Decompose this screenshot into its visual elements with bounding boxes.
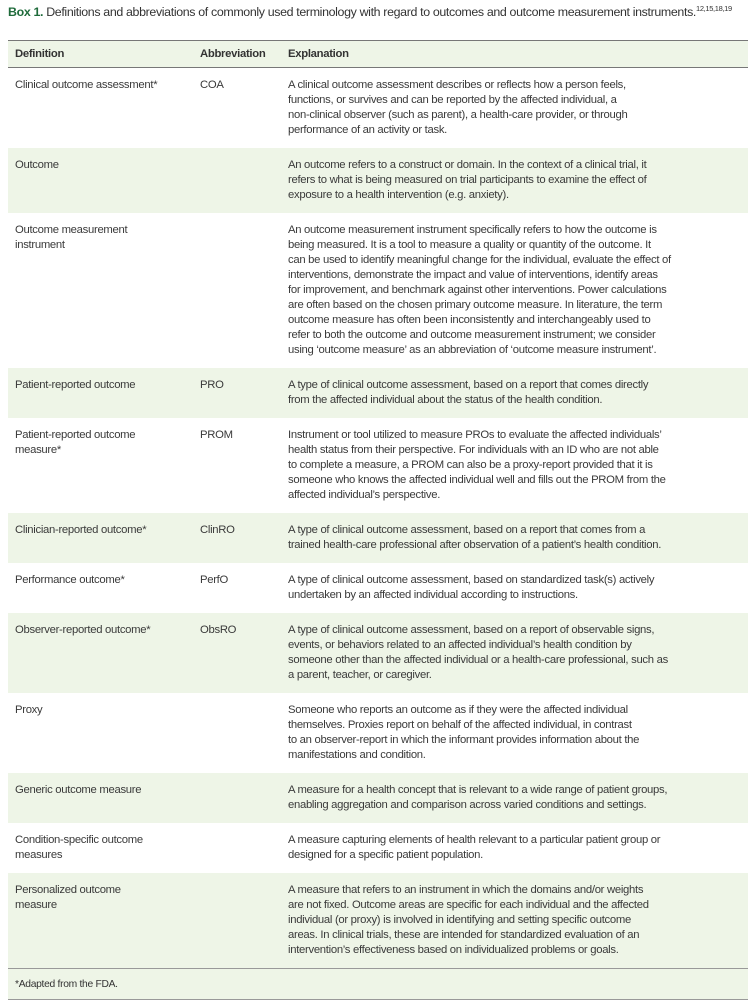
definition-cell — [8, 613, 200, 693]
definition-cell — [8, 418, 200, 513]
explanation-cell-line: themselves. Proxies report on behalf of the affected individual, in contrast — [288, 719, 632, 731]
explanation-cell — [288, 368, 748, 418]
table-row — [8, 693, 748, 773]
table-row — [8, 213, 748, 368]
explanation-cell — [288, 563, 748, 613]
explanation-cell-line: a parent, teacher, or caregiver. — [288, 669, 432, 681]
definition-cell-line: measure — [15, 899, 57, 911]
abbreviation-cell — [200, 148, 288, 213]
definition-cell-line: Performance outcome* — [15, 574, 125, 586]
definition-cell-line: instrument — [15, 239, 65, 251]
header-explanation: Explanation — [288, 47, 349, 60]
table-row — [8, 148, 748, 213]
table-row — [8, 563, 748, 613]
definition-cell-line: Proxy — [15, 704, 43, 716]
table-row — [8, 613, 748, 693]
definition-cell-line: Patient-reported outcome — [15, 429, 136, 441]
box-label: Box 1. — [8, 5, 44, 19]
abbreviation-cell: ObsRO — [200, 624, 237, 636]
definition-cell — [8, 773, 200, 823]
definition-cell-line: measure* — [15, 444, 61, 456]
explanation-cell-line: A measure that refers to an instrument in which the domains and/or weights — [288, 884, 644, 896]
definition-cell — [8, 873, 200, 969]
definition-cell — [8, 513, 200, 563]
table-row — [8, 368, 748, 418]
explanation-cell-line: individual (or proxy) is involved in identifying and setting specific outcome — [288, 914, 631, 926]
definition-cell-line: Outcome measurement — [15, 224, 128, 236]
explanation-cell — [288, 513, 748, 563]
definition-cell — [8, 563, 200, 613]
abbreviation-cell: PROM — [200, 429, 233, 441]
explanation-cell-line: to complete a measure, a PROM can also be a proxy-report provided that it is — [288, 459, 653, 471]
explanation-cell — [288, 873, 748, 969]
abbreviation-cell: ClinRO — [200, 524, 235, 536]
explanation-cell-line: Instrument or tool utilized to measure PROs to evaluate the affected individuals’ — [288, 429, 662, 441]
explanation-cell-line: someone other than the affected individual or a health-care professional, such as — [288, 654, 668, 666]
explanation-cell-line: non-clinical observer (such as parent), a health-care provider, or through — [288, 109, 628, 121]
abbreviation-cell — [200, 823, 288, 873]
definition-cell — [8, 213, 200, 368]
explanation-cell — [288, 213, 748, 368]
terminology-table — [8, 40, 748, 1000]
definition-cell-line: measures — [15, 849, 63, 861]
explanation-cell — [288, 823, 748, 873]
table-row — [8, 68, 748, 149]
explanation-cell-line: An outcome measurement instrument specifically refers to how the outcome is — [288, 224, 657, 236]
explanation-cell-line: A measure for a health concept that is relevant to a wide range of patient groups, — [288, 784, 668, 796]
explanation-cell-line: outcome measure has often been inconsistently and interchangeably used to — [288, 314, 651, 326]
table-header-row — [8, 41, 748, 68]
explanation-cell-line: affected individual’s perspective. — [288, 489, 441, 501]
explanation-cell-line: from the affected individual about the status of the health condition. — [288, 394, 603, 406]
explanation-cell-line: functions, or survives and can be reported by the affected individual, a — [288, 94, 617, 106]
table-row — [8, 823, 748, 873]
abbreviation-cell: PerfO — [200, 574, 229, 586]
explanation-cell-line: areas. In clinical trials, these are intended for standardized evaluation of an — [288, 929, 640, 941]
explanation-cell-line: A type of clinical outcome assessment, based on standardized task(s) actively — [288, 574, 655, 586]
abbreviation-cell — [200, 693, 288, 773]
definition-cell — [8, 148, 200, 213]
definition-cell-line: Condition-specific outcome — [15, 834, 143, 846]
box-caption — [8, 5, 748, 20]
explanation-cell-line: to an observer-report in which the informant provides information about the — [288, 734, 640, 746]
table-row — [8, 773, 748, 823]
explanation-cell-line: trained health-care professional after observation of a patient’s health condition. — [288, 539, 662, 551]
explanation-cell-line: refer to both the outcome and outcome measurement instrument; we consider — [288, 329, 656, 341]
abbreviation-cell: PRO — [200, 379, 224, 391]
explanation-cell-line: interventions, demonstrate the impact and value of interventions, identify areas — [288, 269, 658, 281]
header-abbreviation: Abbreviation — [200, 47, 266, 60]
explanation-cell-line: A type of clinical outcome assessment, based on a report of observable signs, — [288, 624, 655, 636]
explanation-cell-line: are not fixed. Outcome areas are specific for each individual and the affected — [288, 899, 649, 911]
footnote: *Adapted from the FDA. — [15, 979, 118, 990]
explanation-cell — [288, 68, 748, 149]
definition-cell-line: Observer-reported outcome* — [15, 624, 151, 636]
explanation-cell-line: being measured. It is a tool to measure a quality or quantity of the outcome. It — [288, 239, 651, 251]
explanation-cell-line: An outcome refers to a construct or domain. In the context of a clinical trial, it — [288, 159, 647, 171]
definition-cell-line: Patient-reported outcome — [15, 379, 136, 391]
definition-cell-line: Generic outcome measure — [15, 784, 142, 796]
explanation-cell-line: intervention’s effectiveness based on individualized problems or goals. — [288, 944, 619, 956]
explanation-cell-line: are often based on the chosen primary outcome measure. In literature, the term — [288, 299, 663, 311]
explanation-cell-line: someone who knows the affected individual well and fills out the PROM from the — [288, 474, 666, 486]
definition-cell — [8, 693, 200, 773]
explanation-cell-line: A measure capturing elements of health relevant to a particular patient group or — [288, 834, 661, 846]
abbreviation-cell: COA — [200, 79, 224, 91]
definition-cell-line: Clinical outcome assessment* — [15, 79, 158, 91]
explanation-cell — [288, 148, 748, 213]
definition-cell-line: Clinician-reported outcome* — [15, 524, 147, 536]
explanation-cell-line: exposure to a health intervention (e.g. anxiety). — [288, 189, 509, 201]
explanation-cell-line: designed for a specific patient population. — [288, 849, 483, 861]
table-row — [8, 418, 748, 513]
explanation-cell-line: health status from their perspective. For individuals with an ID who are not able — [288, 444, 659, 456]
caption-refs: 12,15,18,19 — [696, 4, 732, 13]
explanation-cell-line: undertaken by an affected individual according to instructions. — [288, 589, 578, 601]
explanation-cell-line: events, or behaviors related to an affected individual’s health condition by — [288, 639, 632, 651]
explanation-cell-line: A type of clinical outcome assessment, based on a report that comes from a — [288, 524, 646, 536]
abbreviation-cell — [200, 773, 288, 823]
explanation-cell-line: can be used to identify meaningful change for the individual, evaluate the effect of — [288, 254, 671, 266]
explanation-cell-line: A type of clinical outcome assessment, based on a report that comes directly — [288, 379, 649, 391]
definition-cell-line: Outcome — [15, 159, 59, 171]
explanation-cell — [288, 418, 748, 513]
explanation-cell-line: refers to what is being measured on trial participants to examine the effect of — [288, 174, 647, 186]
explanation-cell-line: Someone who reports an outcome as if they were the affected individual — [288, 704, 628, 716]
definition-cell-line: Personalized outcome — [15, 884, 121, 896]
explanation-cell-line: performance of an activity or task. — [288, 124, 448, 136]
explanation-cell — [288, 773, 748, 823]
caption-text: Definitions and abbreviations of commonly used terminology with regard to outcomes and outcome measurement instruments. — [46, 5, 697, 19]
header-definition: Definition — [15, 47, 65, 60]
footnote-row — [8, 969, 748, 1000]
explanation-cell-line: for improvement, and benchmark against other interventions. Power calculations — [288, 284, 667, 296]
table-row — [8, 873, 748, 969]
definition-cell — [8, 68, 200, 149]
table-row — [8, 513, 748, 563]
explanation-cell — [288, 693, 748, 773]
definition-cell — [8, 823, 200, 873]
abbreviation-cell — [200, 873, 288, 969]
explanation-cell-line: using ‘outcome measure’ as an abbreviation of ‘outcome measure instrument’. — [288, 344, 657, 356]
definition-cell — [8, 368, 200, 418]
explanation-cell-line: enabling aggregation and comparison across varied conditions and settings. — [288, 799, 647, 811]
abbreviation-cell — [200, 213, 288, 368]
explanation-cell-line: manifestations and condition. — [288, 749, 426, 761]
explanation-cell — [288, 613, 748, 693]
explanation-cell-line: A clinical outcome assessment describes or reflects how a person feels, — [288, 79, 626, 91]
